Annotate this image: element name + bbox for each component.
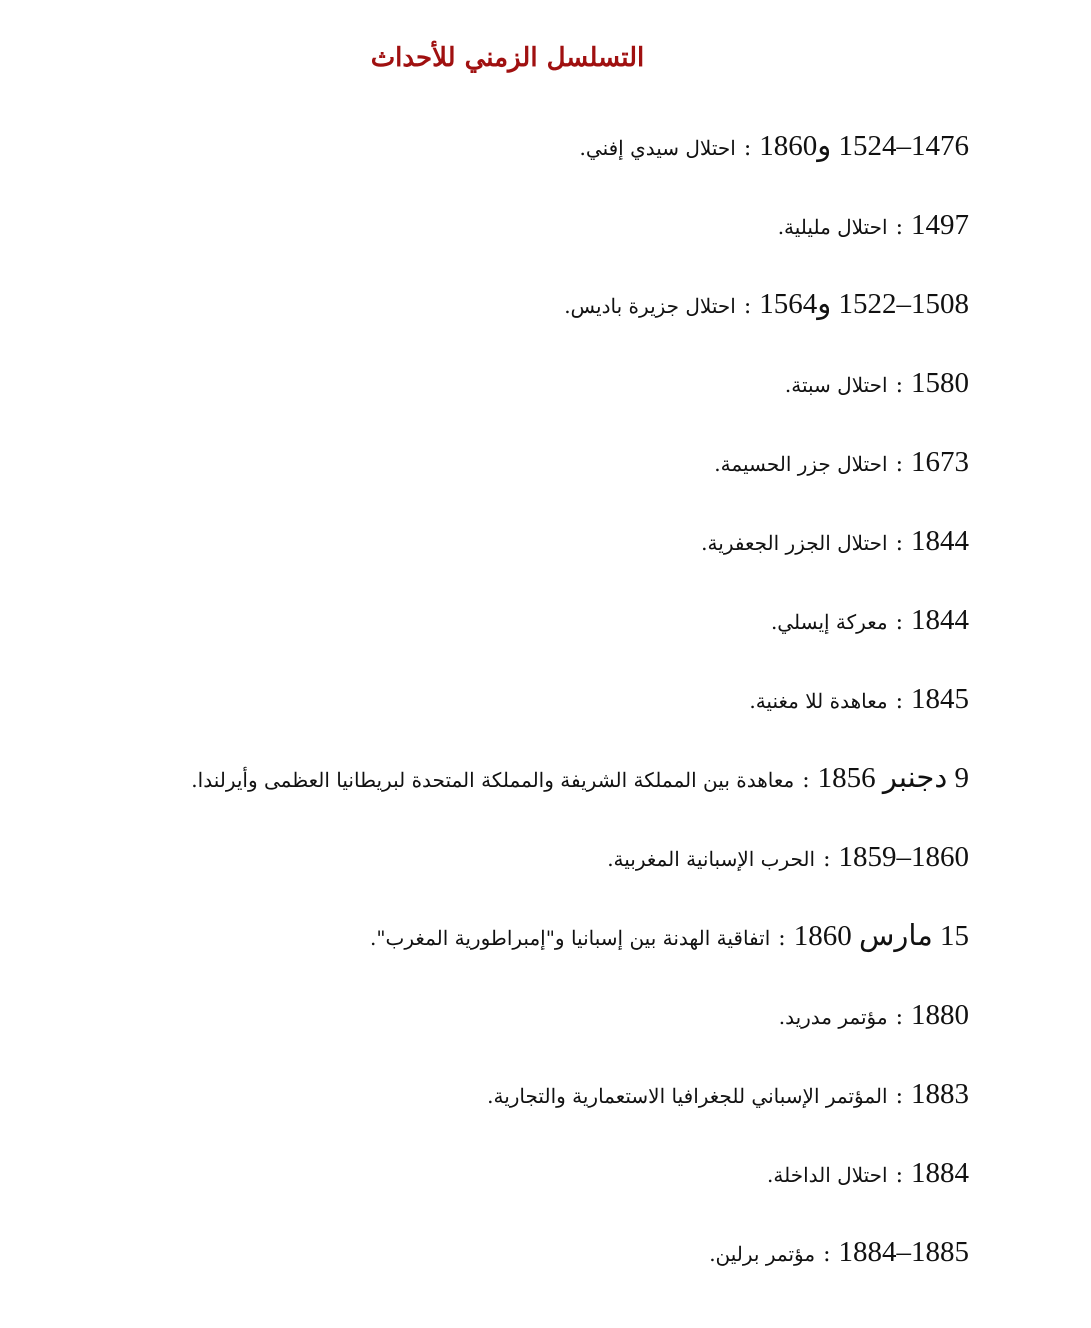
event-separator: :	[895, 1163, 903, 1188]
event-description: احتلال جزيرة باديس.	[564, 294, 736, 318]
timeline-item	[109, 987, 969, 1066]
event-separator: :	[895, 373, 903, 398]
event-description: معاهدة بين المملكة الشريفة والمملكة المتحدة لبريطانيا العظمى وأيرلندا.	[191, 768, 795, 792]
event-date: 1883	[911, 1078, 969, 1110]
timeline-item	[109, 908, 969, 987]
event-separator: :	[778, 926, 786, 951]
event-description: مؤتمر برلين.	[709, 1242, 816, 1266]
event-separator: :	[823, 847, 831, 872]
event-date: 1508–1522 و1564	[759, 288, 969, 320]
event-date: 9 دجنبر 1856	[817, 762, 969, 794]
event-date: 1673	[911, 446, 969, 478]
event-date: 1476–1524 و1860	[759, 130, 969, 162]
timeline-item	[109, 276, 969, 355]
event-separator: :	[895, 1005, 903, 1030]
event-date: 1580	[911, 367, 969, 399]
event-separator: :	[823, 1242, 831, 1267]
timeline-list	[109, 118, 969, 1303]
timeline-item	[109, 197, 969, 276]
event-description: احتلال جزر الحسيمة.	[714, 452, 888, 476]
event-date: 1884	[911, 1157, 969, 1189]
timeline-item	[109, 434, 969, 513]
event-description: الحرب الإسبانية المغربية.	[607, 847, 816, 871]
timeline-item	[109, 513, 969, 592]
event-description: احتلال الجزر الجعفرية.	[701, 531, 888, 555]
page-title: التسلسل الزمني للأحداث	[370, 43, 645, 73]
event-date: 1859–1860	[838, 841, 969, 873]
timeline-item	[109, 355, 969, 434]
timeline-item	[109, 118, 969, 197]
event-separator: :	[895, 531, 903, 556]
timeline-item	[109, 1224, 969, 1303]
timeline-item	[109, 829, 969, 908]
event-date: 1844	[911, 525, 969, 557]
event-separator: :	[895, 1084, 903, 1109]
event-description: احتلال مليلية.	[777, 215, 888, 239]
event-date: 1884–1885	[838, 1236, 969, 1268]
event-description: مؤتمر مدريد.	[778, 1005, 888, 1029]
event-date: 1880	[911, 999, 969, 1031]
event-description: معركة إيسلي.	[770, 610, 888, 634]
event-description: معاهدة للا مغنية.	[749, 689, 888, 713]
event-separator: :	[895, 452, 903, 477]
event-date: 15 مارس 1860	[793, 920, 969, 952]
event-date: 1845	[911, 683, 969, 715]
timeline-item	[109, 671, 969, 750]
event-description: احتلال الداخلة.	[767, 1163, 888, 1187]
event-description: احتلال سيدي إفني.	[579, 136, 736, 160]
timeline-item	[109, 1066, 969, 1145]
event-separator: :	[802, 768, 810, 793]
event-description: اتفاقية الهدنة بين إسبانيا و"إمبراطورية المغرب".	[370, 926, 771, 950]
event-separator: :	[743, 294, 752, 319]
timeline-item	[109, 1145, 969, 1224]
event-separator: :	[895, 689, 903, 714]
timeline-item	[109, 750, 969, 829]
event-separator: :	[895, 610, 903, 635]
event-date: 1844	[911, 604, 969, 636]
event-separator: :	[895, 215, 903, 240]
event-separator: :	[743, 136, 752, 161]
event-description: احتلال سبتة.	[784, 373, 888, 397]
timeline-item	[109, 592, 969, 671]
event-description: المؤتمر الإسباني للجغرافيا الاستعمارية والتجارية.	[487, 1084, 888, 1108]
event-date: 1497	[911, 209, 969, 241]
